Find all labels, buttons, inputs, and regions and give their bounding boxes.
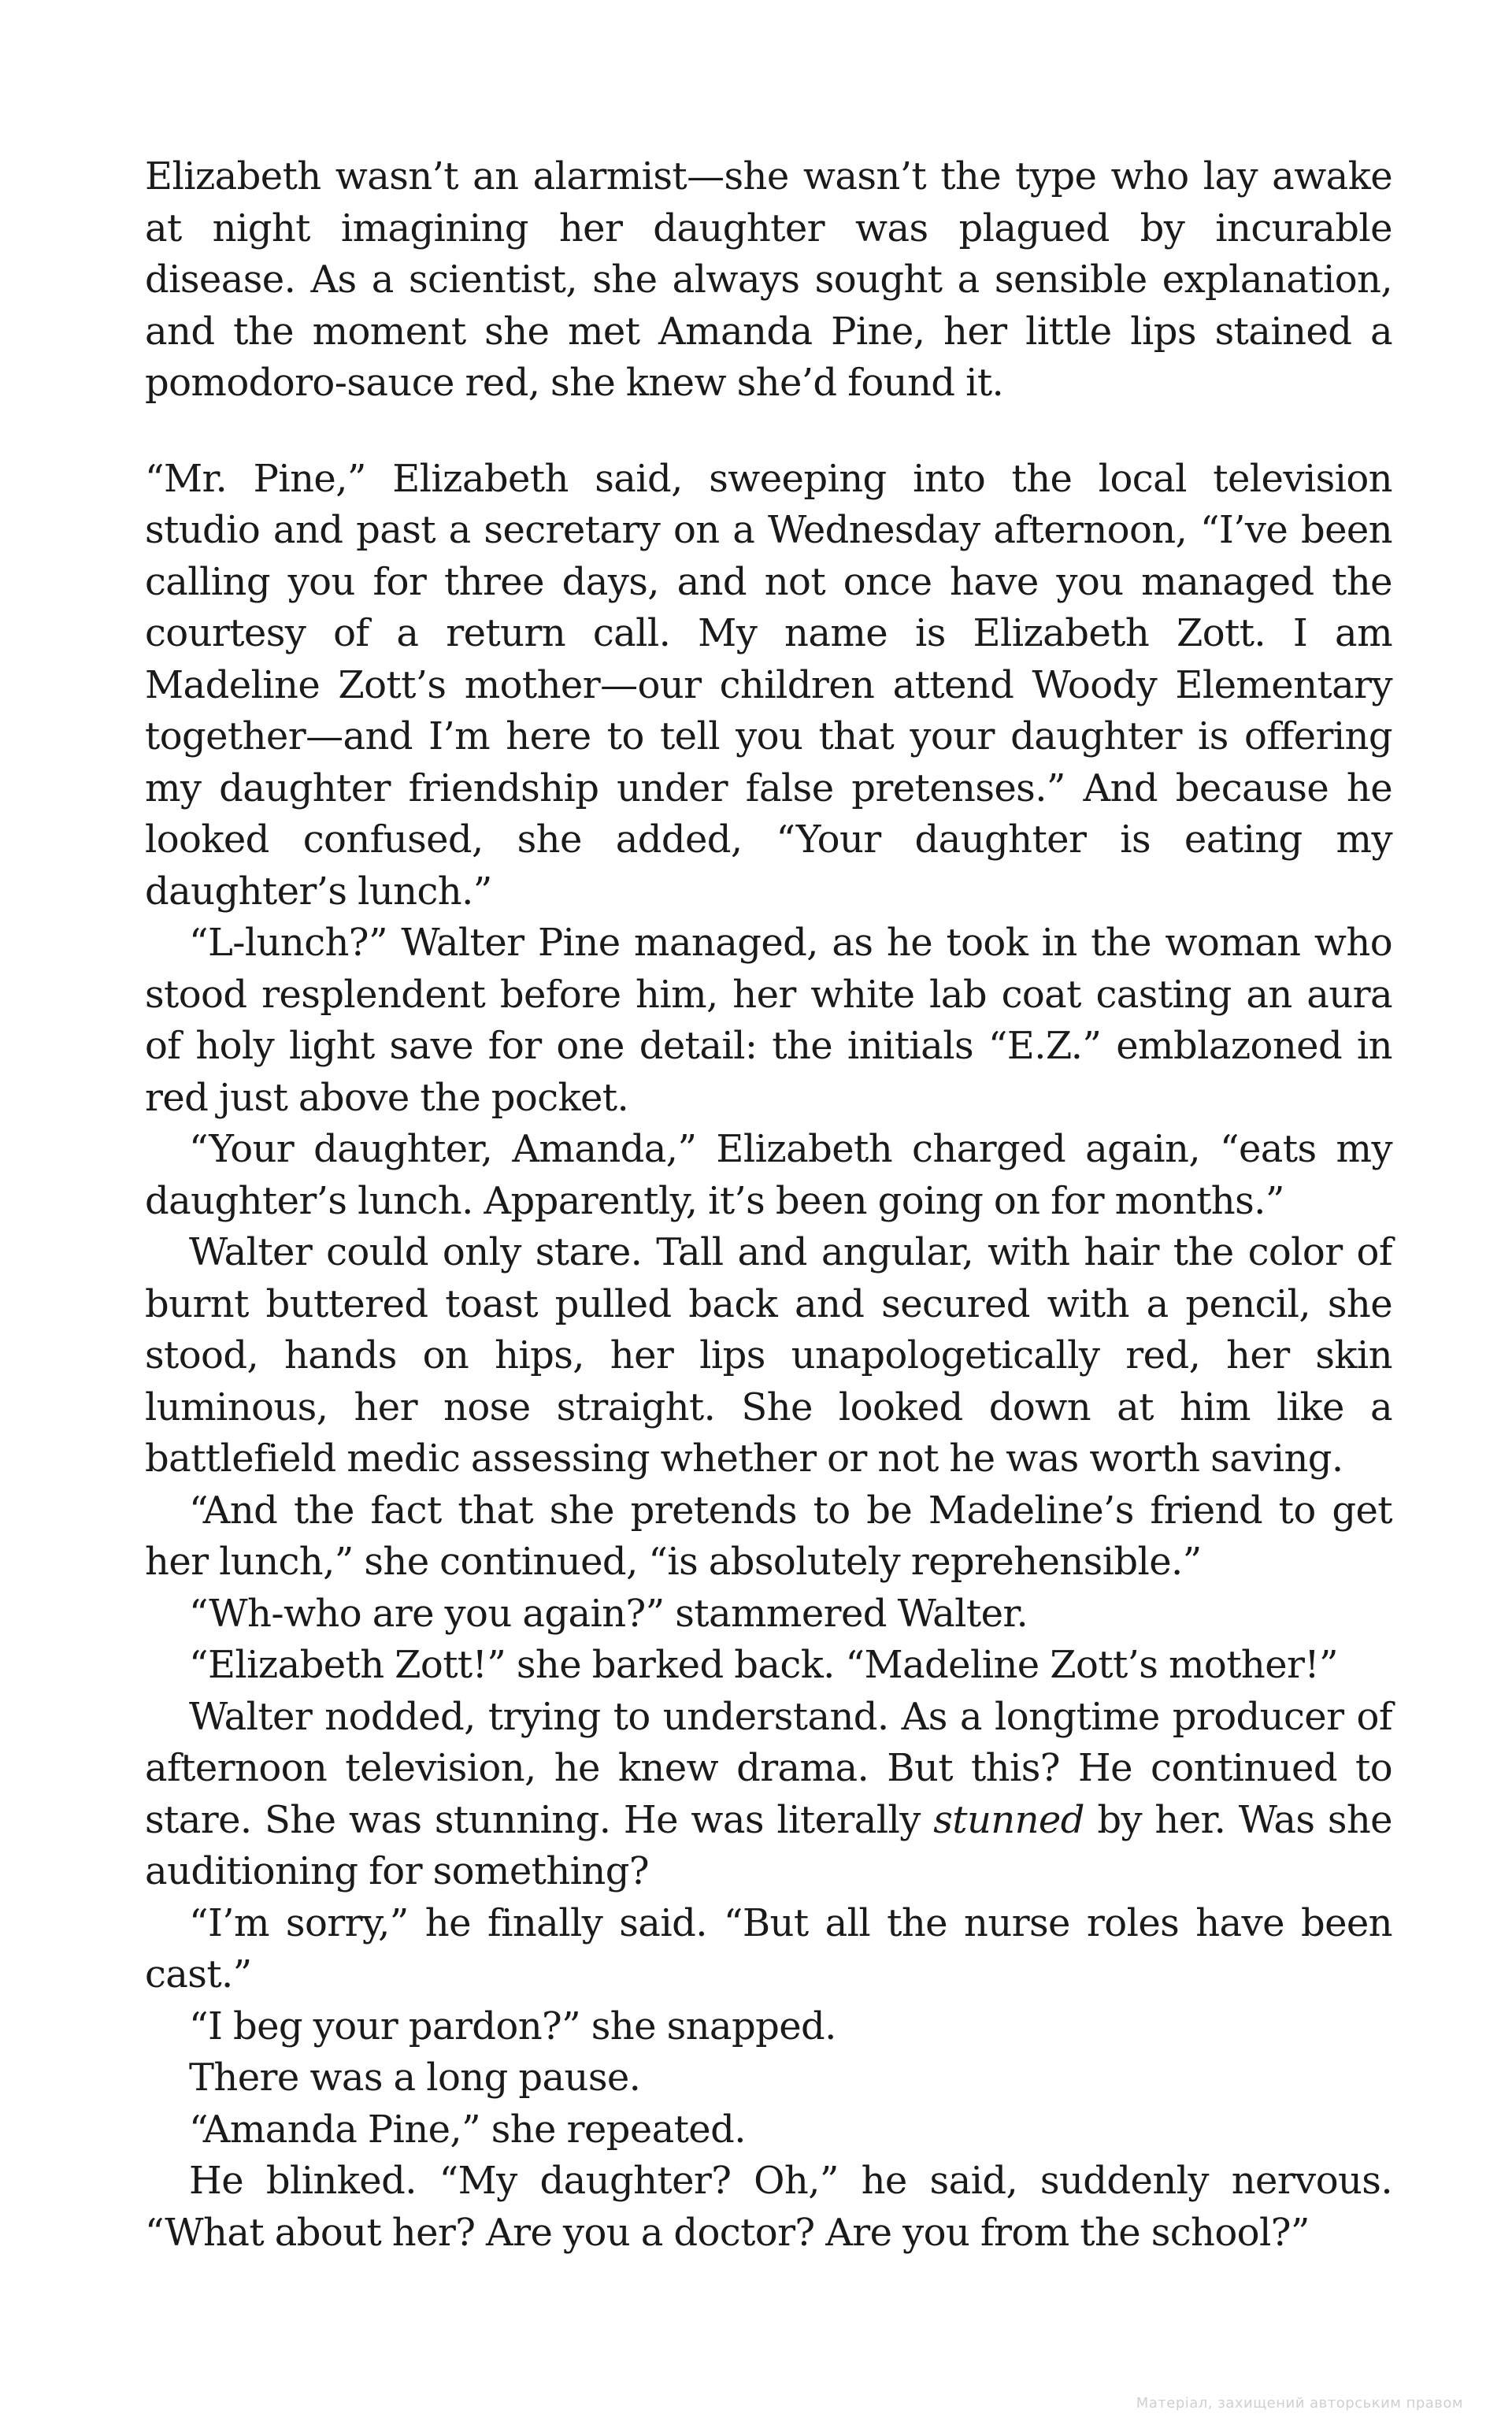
paragraph: “L-lunch?” Walter Pine managed, as he took in the woman who stood resplendent before him, her white lab coat casting an aura of holy light save for one detail: the initials “E.Z.” emblazoned in red just above the pocket. [145,921,1392,1120]
paragraph: “And the fact that she pretends to be Madeline’s friend to get her lunch,” she continued, “is absolutely reprehensible.” [145,1488,1392,1584]
paragraph: “I beg your pardon?” she snapped. [189,2004,836,2048]
paragraph: “Your daughter, Amanda,” Elizabeth charged again, “eats my daughter’s lunch. Apparently, it’s been going on for months.” [145,1127,1392,1223]
paragraph: “I’m sorry,” he finally said. “But all the nurse roles have been cast.” [145,1900,1392,1996]
emphasized-word: stunned [933,1797,1084,1842]
copyright-watermark: Матеріал, захищений авторським правом [1136,2395,1463,2412]
paragraph-text: by her. Was she auditioning for something? [145,1797,1392,1893]
paragraph-with-emphasis [145,1692,1392,1898]
book-page-body [145,151,1392,2259]
paragraph: “Amanda Pine,” she repeated. [189,2107,746,2152]
paragraph: Walter could only stare. Tall and angular, with hair the color of burnt buttered toast pulled back and secured with a pencil, she stood, hands on hips, her lips unapologetically red, her skin luminous, her nose straight. She looked down at him like a battlefield medic assessing whether or not he was worth saving. [145,1230,1392,1481]
paragraph: There was a long pause. [189,2056,641,2100]
paragraph: Elizabeth wasn’t an alarmist—she wasn’t the type who lay awake at night imagining her daughter was plagued by incurable disease. As a scientist, she always sought a sensible explanation, and the moment she met Amanda Pine, her little lips stained a pomodoro-sauce red, she knew she’d found it. [145,154,1392,405]
paragraph-text: Walter nodded, trying to understand. As a longtime producer of afternoon television, he knew drama. But this? He continued to stare. She was stunning. He was literally [145,1694,1392,1842]
paragraph: “Mr. Pine,” Elizabeth said, sweeping into the local television studio and past a secretary on a Wednesday afternoon, “I’ve been calling you for three days, and not once have you managed the courtesy of a return call. My name is Elizabeth Zott. I am Madeline Zott’s mother—our children attend Woody Elementary together—and I’m here to tell you that your daughter is offering my daughter friendship under false pretenses.” And because he looked confused, she added, “Your daughter is eating my daughter’s lunch.” [145,456,1392,914]
paragraph: “Elizabeth Zott!” she barked back. “Madeline Zott’s mother!” [189,1643,1338,1687]
paragraph: He blinked. “My daughter? Oh,” he said, suddenly nervous. “What about her? Are you a doctor? Are you from the school?” [145,2159,1392,2255]
paragraph: “Wh-who are you again?” stammered Walter. [189,1591,1028,1636]
